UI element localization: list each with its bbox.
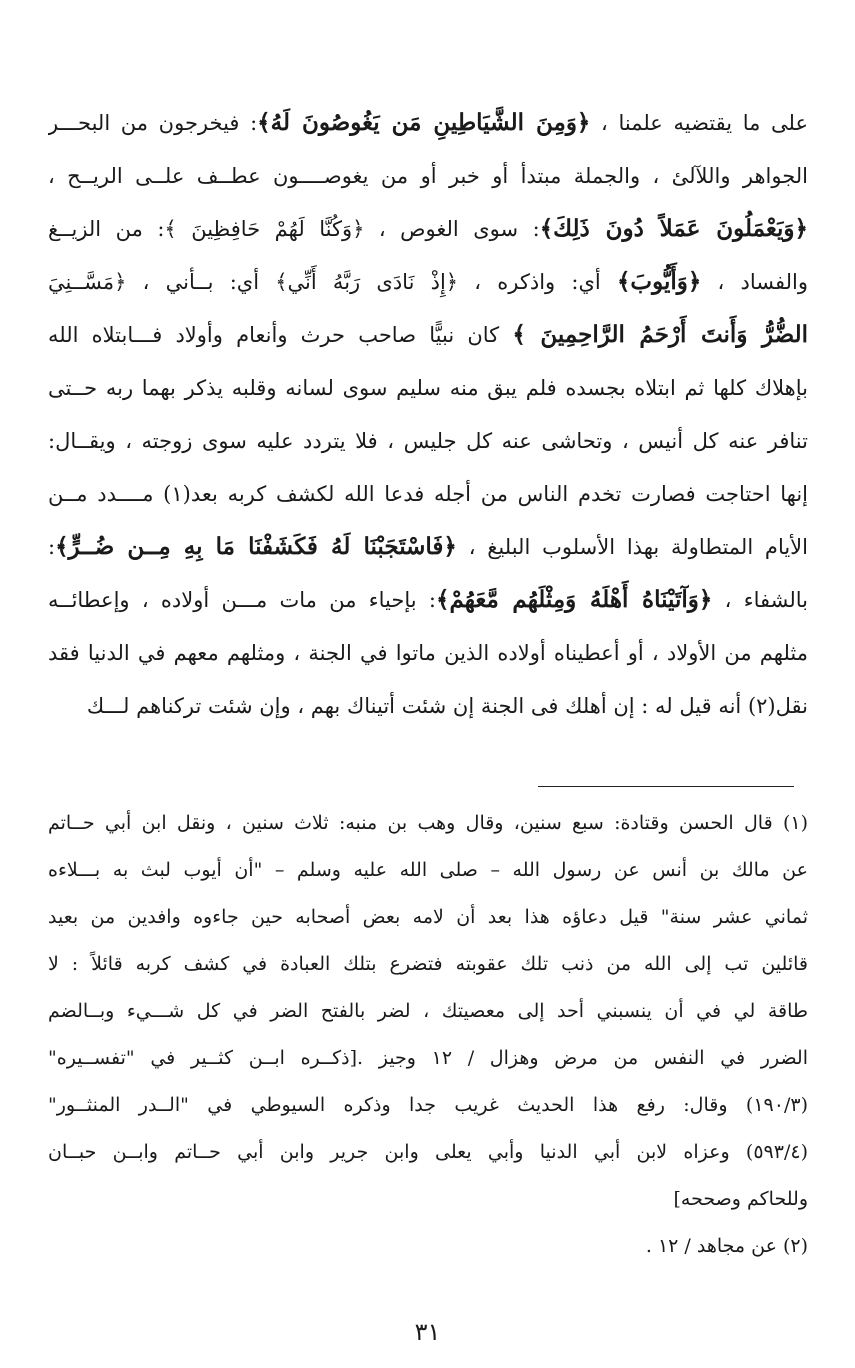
text-line: الضُّرُّ وَأَنتَ أَرْحَمُ الرَّاحِمِينَ ﴾ كان نبيًّا صاحب حرث وأنعام وأولاد فـــابتلاه الله: [48, 321, 808, 348]
page-number: ٣١: [414, 1318, 441, 1346]
footnote-line: (١) قال الحسن وقتادة: سبع سنين، وقال وهب بن منبه: ثلاث سنين ، ونقل ابن أبي حــاتم: [48, 812, 808, 834]
quran-verse: ﴿وَيَعْمَلُونَ عَمَلاً دُونَ ذَلِكَ﴾: [539, 215, 808, 242]
text-line: ﴿وَيَعْمَلُونَ عَمَلاً دُونَ ذَلِكَ﴾: سوى الغوص ، ﴿وَكُنَّا لَهُمْ حَافِظِينَ ﴾: من الزيــغ: [48, 215, 808, 242]
footnotes-block: [48, 800, 808, 1270]
text-line: على ما يقتضيه علمنا ، ﴿وَمِنَ الشَّيَاطِينِ مَن يَغُوصُونَ لَهُ﴾: فيخرجون من البحـــر: [48, 109, 808, 136]
footnote-line: (١٩٠/٣) وقال: رفع هذا الحديث غريب جدا وذكره السيوطي في "الــدر المنثــور": [48, 1094, 808, 1116]
quran-verse: الضُّرُّ وَأَنتَ أَرْحَمُ الرَّاحِمِينَ ﴾: [512, 321, 808, 348]
text-line: بإهلاك كلها ثم ابتلاه بجسده فلم يبق منه سليم سوى لسانه وقلبه يذكر بهما ربه حــتى: [48, 376, 808, 400]
quran-verse: ﴿وَآتَيْنَاهُ أَهْلَهُ وَمِثْلَهُم مَّعَهُمْ﴾: [435, 586, 713, 613]
text-line: والفساد ، ﴿وَأَيُّوبَ﴾ أي: واذكره ، ﴿إِذْ نَادَى رَبَّهُ أَنِّي﴾ أي: بــأني ، ﴿مَسَّــنِيَ: [48, 268, 808, 295]
footnote-line: طاقة لي في أن ينسبني أحد إلى معصيتك ، لضر بالفتح الضر في كل شـــيء وبــالضم: [48, 1000, 808, 1022]
quran-verse: ﴿فَاسْتَجَبْنَا لَهُ فَكَشَفْنَا مَا بِهِ مِــن ضُــرٍّ﴾: [55, 533, 457, 560]
footnote-line: وللحاكم وصححه]: [673, 1188, 808, 1210]
text-line: تنافر عنه كل أنيس ، وتحاشى عنه كل جليس ، فلا يتردد عليه سوى زوجته ، ويقــال:: [48, 429, 808, 453]
footnote-line: ثماني عشر سنة" قيل دعاؤه هذا بعد أن لامه بعض أصحابه حين جاءوه وافدين من بعيد: [48, 906, 808, 928]
text-line: الجواهر واللآلئ ، والجملة مبتدأ أو خبر أو من يغوصــــون عطــف علــى الريــح ،: [48, 164, 808, 188]
text-line: إنها احتاجت فصارت تخدم الناس من أجله فدعا الله لكشف كربه بعد(١) مــــدد مــن: [48, 482, 808, 506]
footnote-divider: [538, 786, 794, 787]
footnote-line: (٥٩٣/٤) وعزاه لابن أبي الدنيا وأبي يعلى وابن جرير وابن أبي حــاتم وابــن حبــان: [48, 1141, 808, 1163]
quran-verse: ﴿وَأَيُّوبَ﴾: [616, 268, 702, 295]
footnote-line: قائلين تب إلى الله من ذنب تلك عقوبته فتضرع بتلك العبادة في كشف كربه قائلاً : لا: [48, 953, 808, 975]
text-line: مثلهم من الأولاد ، أو أعطيناه أولاده الذين ماتوا في الجنة ، ومثلهم معهم في الدنيا فقد: [48, 641, 808, 665]
main-text-block: [48, 96, 808, 732]
quran-verse: ﴿وَمِنَ الشَّيَاطِينِ مَن يَغُوصُونَ لَهُ﴾: [257, 109, 591, 136]
text-line: الأيام المتطاولة بهذا الأسلوب البليغ ، ﴿فَاسْتَجَبْنَا لَهُ فَكَشَفْنَا مَا بِهِ مِــن ضُــرٍّ﴾:: [48, 533, 808, 560]
footnote-line: عن مالك بن أنس عن رسول الله – صلى الله عليه وسلم – "أن أيوب لبث به بـــلاءه: [48, 859, 808, 881]
footnote-line: (٢) عن مجاهد / ١٢ .: [645, 1235, 808, 1257]
footnote-line: الضرر في النفس من مرض وهزال / ١٢ وجيز .[ذكــره ابــن كثــير في "تفســيره": [48, 1047, 808, 1069]
text-line: نقل(٢) أنه قيل له : إن أهلك فى الجنة إن شئت أتيناك بهم ، وإن شئت تركناهم لـــك: [86, 694, 808, 718]
text-line: بالشفاء ، ﴿وَآتَيْنَاهُ أَهْلَهُ وَمِثْلَهُم مَّعَهُمْ﴾: بإحياء من مات مـــن أولاده ، وإعطائــه: [48, 586, 808, 613]
